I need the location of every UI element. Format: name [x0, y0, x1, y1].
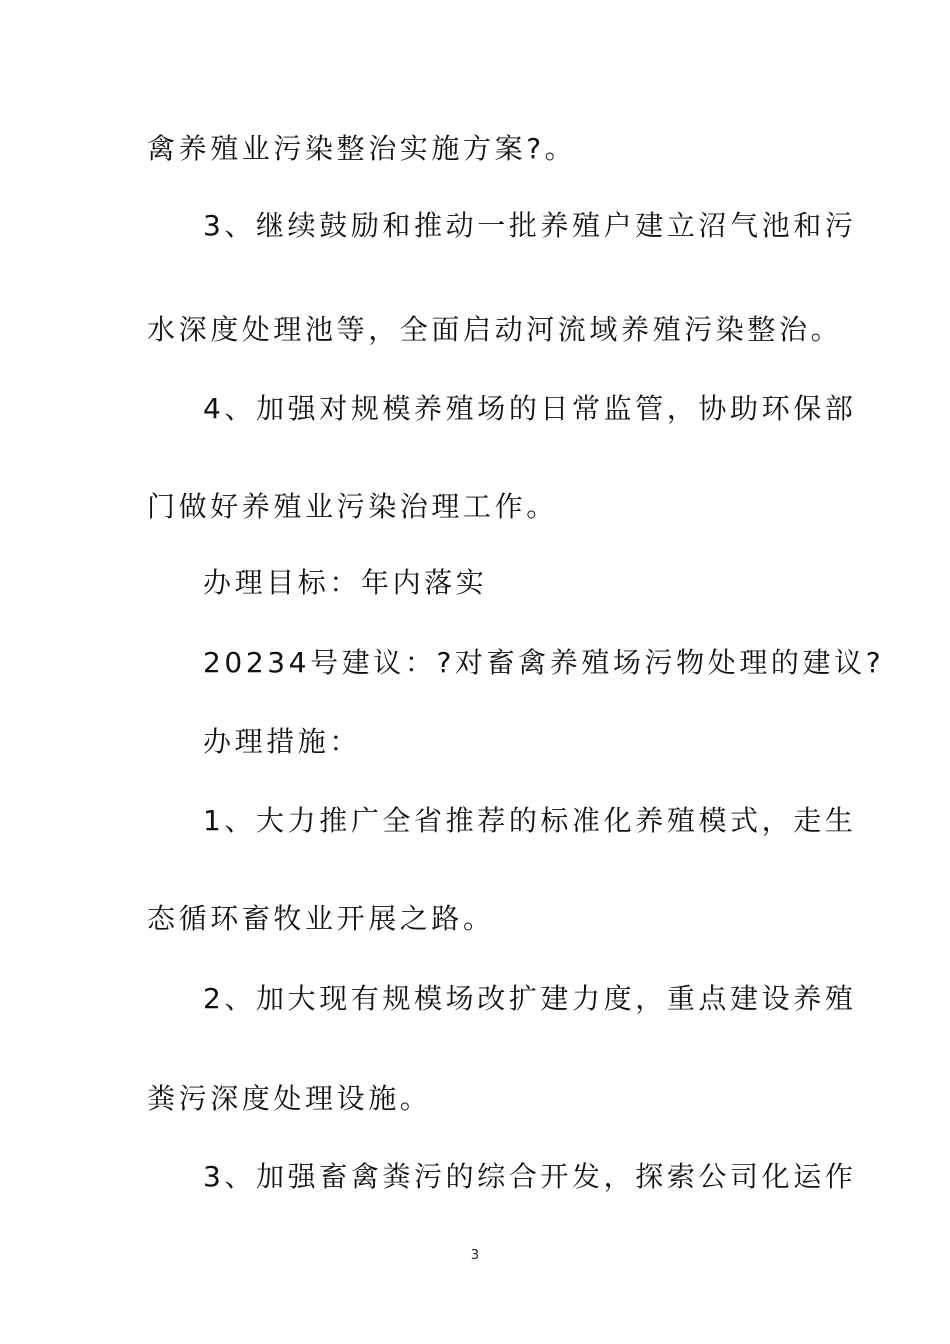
text-line: 3、加强畜禽粪污的综合开发，探索公司化运作 [203, 1160, 857, 1193]
text-line: 门做好养殖业污染治理工作。 [147, 490, 558, 523]
text-line: 20234号建议：?对畜禽养殖场污物处理的建议? [203, 646, 885, 679]
text-line: 粪污深度处理设施。 [147, 1082, 432, 1115]
text-line: 水深度处理池等，全面启动河流域养殖污染整治。 [147, 313, 843, 346]
text-line: 2、加大现有规模场改扩建力度，重点建设养殖 [203, 982, 857, 1015]
text-line: 态循环畜牧业开展之路。 [147, 902, 495, 935]
text-line: 办理目标：年内落实 [203, 566, 488, 599]
text-line: 禽养殖业污染整治实施方案?。 [147, 132, 577, 165]
text-line: 1、大力推广全省推荐的标准化养殖模式，走生 [203, 804, 857, 837]
page-number: 3 [470, 1248, 480, 1263]
text-line: 办理措施： [203, 725, 362, 758]
text-line: 3、继续鼓励和推动一批养殖户建立沼气池和污 [203, 209, 857, 242]
text-line: 4、加强对规模养殖场的日常监管，协助环保部 [203, 392, 857, 425]
